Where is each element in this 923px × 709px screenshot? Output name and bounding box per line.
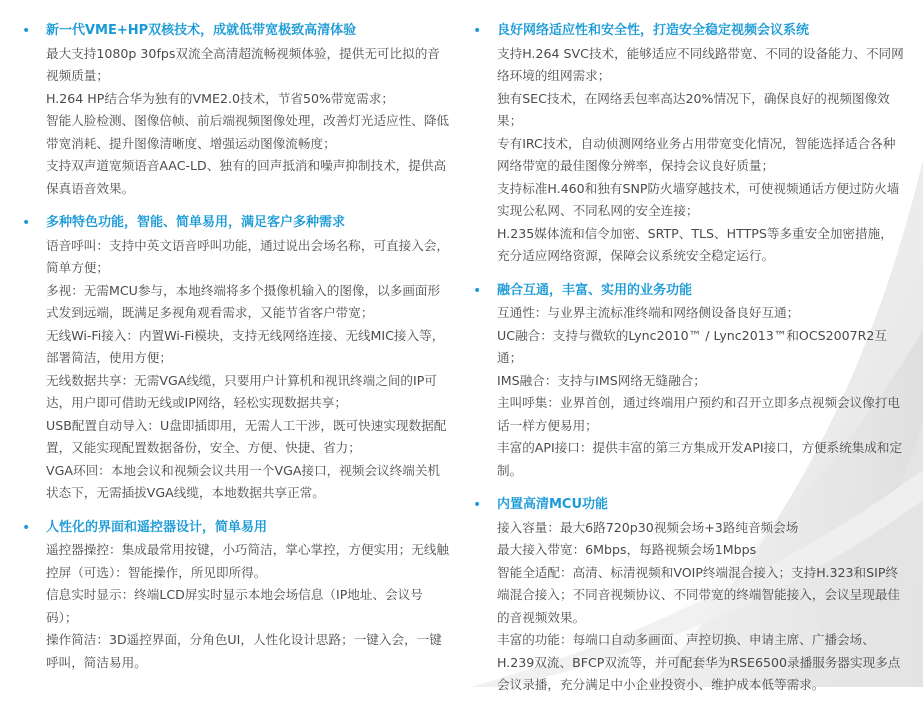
paragraph: 语音呼叫：支持中英文语音呼叫功能，通过说出会场名称，可直接入会，简单方便； xyxy=(46,237,449,275)
section-heading: 新一代VME+HP双核技术，成就低带宽极致高清体验 xyxy=(46,23,357,38)
paragraph: 独有SEC技术，在网络丢包率高达20%情况下，确保良好的视频图像效果； xyxy=(497,90,890,128)
section-heading: 多种特色功能，智能、简单易用，满足客户多种需求 xyxy=(46,215,346,230)
section-interop-services xyxy=(473,280,905,483)
bullet-icon: • xyxy=(473,497,482,513)
section-dual-core-tech xyxy=(22,20,450,200)
paragraph: 无线数据共享：无需VGA线缆，只要用户计算机和视讯终端之间的IP可达，用户即可借助无线或IP网络，轻松实现数据共享； xyxy=(46,372,437,410)
paragraph: 专有IRC技术，自动侦测网络业务占用带宽变化情况，智能选择适合各种网络带宽的最佳图像分辨率，保持会议良好质量； xyxy=(497,135,896,173)
paragraph: 支持H.264 SVC技术，能够适应不同线路带宽、不同的设备能力、不同网络环境的组网需求； xyxy=(497,45,904,83)
paragraph: VGA环回：本地会议和视频会议共用一个VGA接口，视频会议终端关机状态下，无需插拔VGA线缆，本地数据共享正常。 xyxy=(46,462,441,500)
paragraph: 多视：无需MCU参与，本地终端将多个摄像机输入的图像，以多画面形式发到远端，既满足多视角观看需求，又能节省客户带宽； xyxy=(46,282,441,320)
section-heading: 良好网络适应性和安全性，打造安全稳定视频会议系统 xyxy=(497,23,810,38)
paragraph: UC融合：支持与微软的Lync2010™ / Lync2013™和OCS2007R2互通； xyxy=(497,327,888,365)
paragraph: 智能全适配：高清、标清视频和VOIP终端混合接入；支持H.323和SIP终端混合接入；不同音视频协议、不同带宽的终端智能接入，会议呈现最佳的音视频效果。 xyxy=(497,564,900,625)
paragraph: 遥控器操控：集成最常用按键，小巧简洁，掌心掌控，方便实用；无线触控屏（可选）：智能操作，所见即所得。 xyxy=(46,542,449,580)
paragraph: 支持标准H.460和独有SNP防火墙穿越技术，可使视频通话方便过防火墙实现公私网、不同私网的安全连接； xyxy=(497,180,900,218)
bullet-icon: • xyxy=(22,519,31,536)
paragraph: IMS融合：支持与IMS网络无缝融合； xyxy=(497,372,706,388)
section-interface-remote xyxy=(22,517,450,675)
paragraph: 互通性：与业界主流标准终端和网络侧设备良好互通； xyxy=(497,305,800,320)
paragraph: 主叫呼集：业界首创，通过终端用户预约和召开立即多点视频会议像打电话一样方便易用； xyxy=(497,395,900,433)
bullet-icon: • xyxy=(473,282,482,299)
section-feature-functions xyxy=(22,212,450,505)
paragraph: 最大接入带宽：6Mbps，每路视频会场1Mbps xyxy=(497,542,757,557)
paragraph: 丰富的API接口：提供丰富的第三方集成开发API接口，方便系统集成和定制。 xyxy=(497,440,903,478)
bullet-icon: • xyxy=(22,23,31,39)
section-network-security xyxy=(473,20,905,268)
paragraph: 丰富的功能：每端口自动多画面、声控切换、申请主席、广播会场、H.239双流、BFCP双流等，并可配套华为RSE6500录播服务器实现多点会议录播，充分满足中小企业投资小、维护成本低等需求。 xyxy=(497,632,901,692)
section-heading: 内置高清MCU功能 xyxy=(497,497,609,512)
section-heading: 融合互通，丰富、实用的业务功能 xyxy=(497,282,693,298)
paragraph: 智能人脸检测、图像倍帧、前后端视频图像处理，改善灯光适应性、降低带宽消耗、提升图像清晰度、增强运动图像流畅度； xyxy=(46,113,449,151)
paragraph: 无线Wi-Fi接入：内置Wi-Fi模块，支持无线网络连接、无线MIC接入等，部署简洁，使用方便； xyxy=(46,327,445,365)
left-column xyxy=(22,20,450,686)
paragraph: 最大支持1080p 30fps双流全高清超流畅视频体验，提供无可比拟的音视频质量； xyxy=(46,45,440,83)
paragraph: H.264 HP结合华为独有的VME2.0技术，节省50%带宽需求； xyxy=(46,90,394,106)
paragraph: 支持双声道宽频语音AAC-LD、独有的回声抵消和噪声抑制技术，提供高保真语音效果。 xyxy=(46,158,447,196)
paragraph: 信息实时显示：终端LCD屏实时显示本地会场信息（IP地址、会议号码）； xyxy=(46,587,423,625)
bullet-icon: • xyxy=(22,215,31,231)
section-builtin-mcu xyxy=(473,494,905,697)
paragraph: USB配置自动导入：U盘即插即用，无需人工干涉，既可快速实现数据配置，又能实现配置数据备份，安全、方便、快捷、省力； xyxy=(46,417,447,455)
paragraph: 操作简洁：3D遥控界面，分角色UI，人性化设计思路；一键入会，一键呼叫，简洁易用。 xyxy=(46,632,442,670)
paragraph: 接入容量：最大6路720p30视频会场+3路纯音频会场 xyxy=(497,519,799,535)
section-heading: 人性化的界面和遥控器设计，简单易用 xyxy=(46,519,268,535)
bullet-icon: • xyxy=(473,23,482,39)
paragraph: H.235媒体流和信令加密、SRTP、TLS、HTTPS等多重安全加密措施，充分适应网络资源，保障会议系统安全稳定运行。 xyxy=(497,225,893,263)
right-column xyxy=(473,20,905,709)
